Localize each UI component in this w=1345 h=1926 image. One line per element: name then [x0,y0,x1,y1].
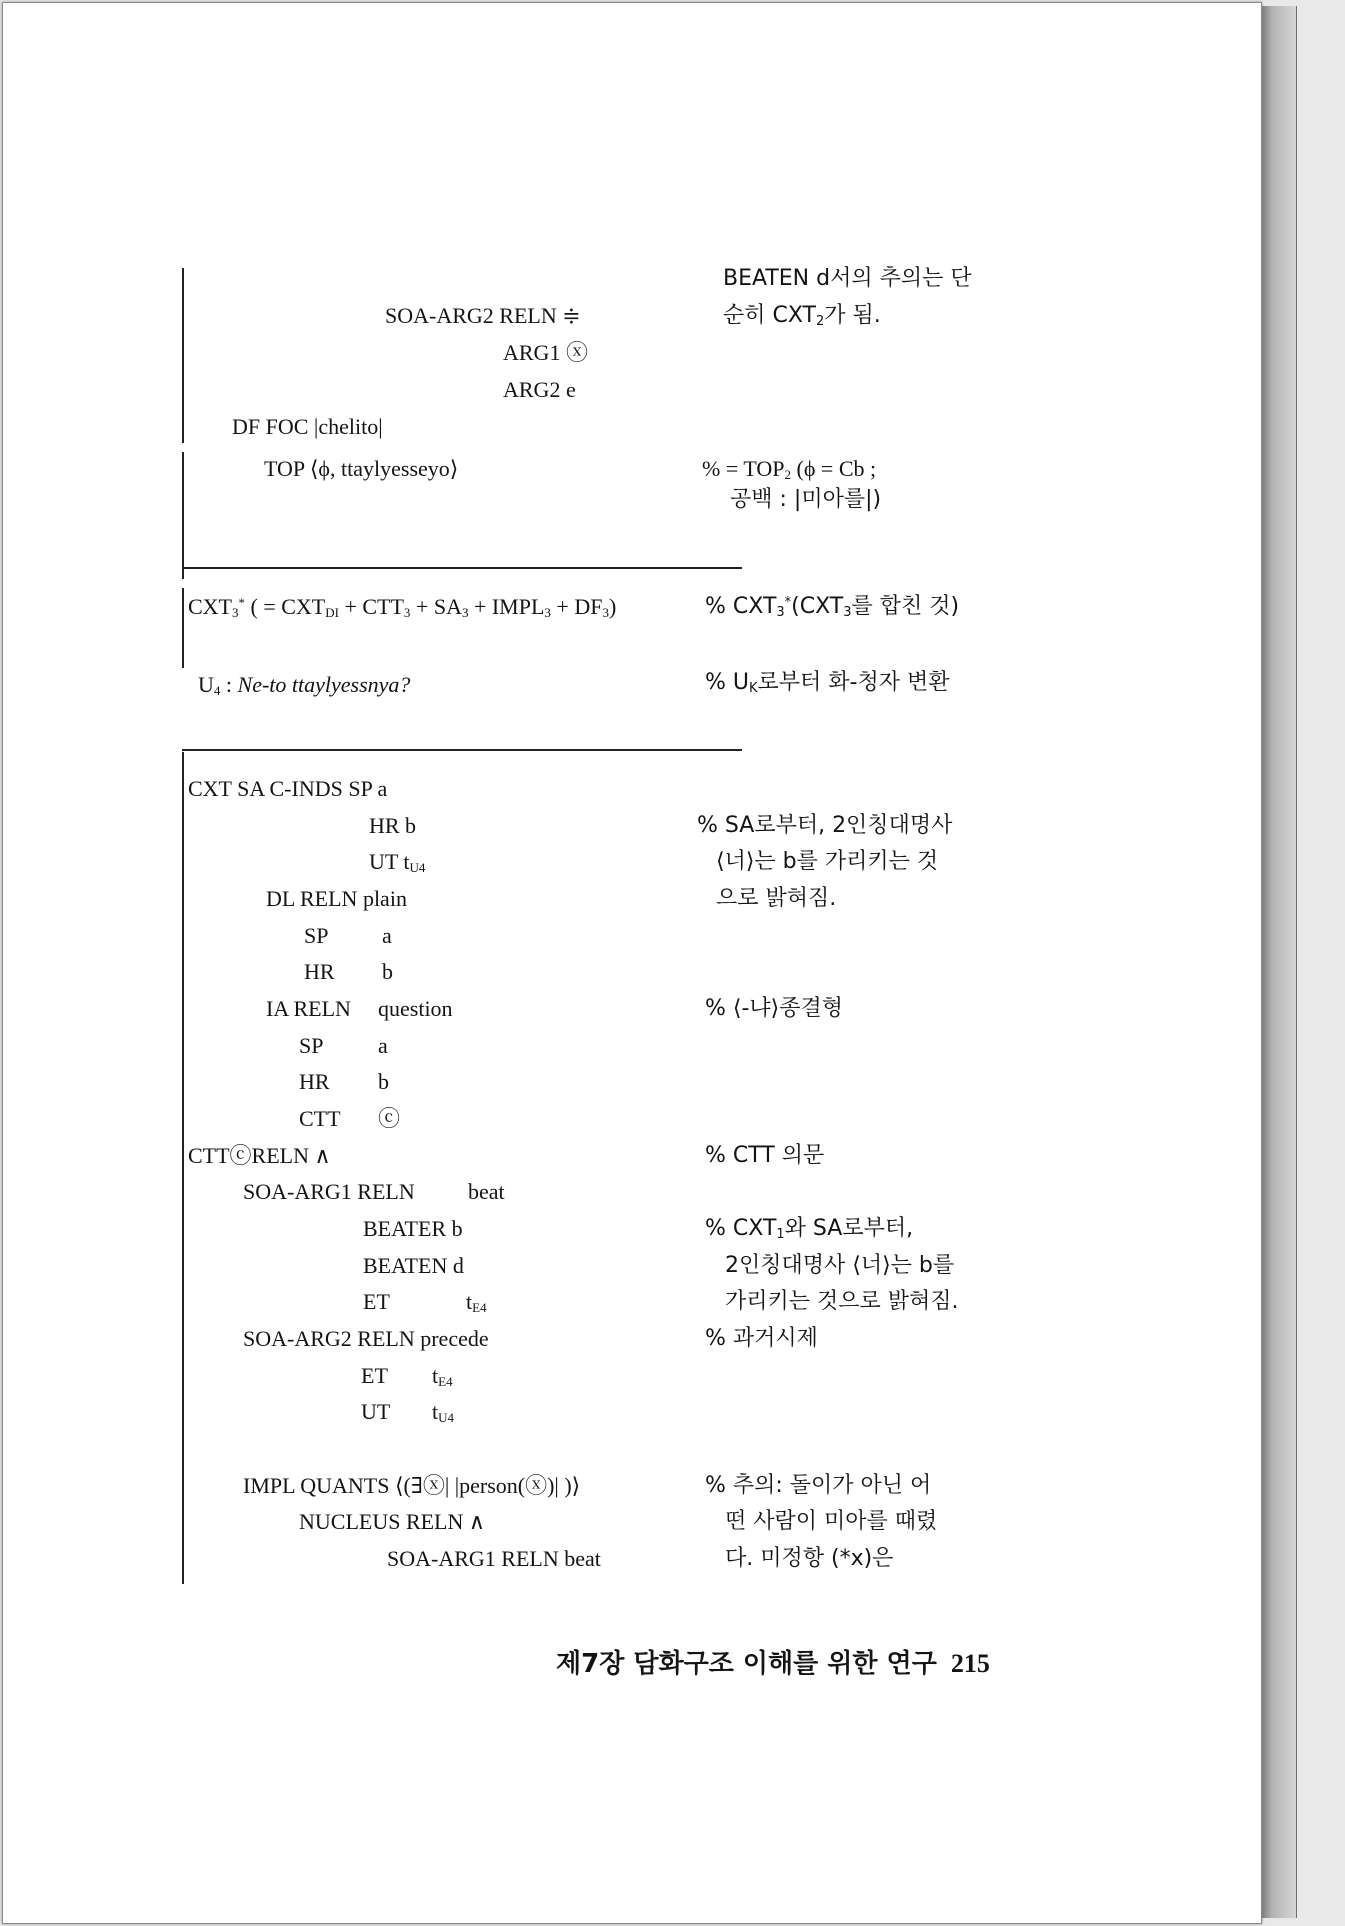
ia-reln-value: question [378,996,453,1021]
note-top-2: 공백 : |미아를|) [730,487,882,512]
ia-ctt-label: CTT [299,1106,341,1131]
ctt-reln-line: CTTⓒRELN ∧ [188,1143,331,1168]
note-cxt3: % $CXT_3^*(CXT_3$를 합친 것) [705,594,960,620]
ia-sp-value: a [378,1033,388,1058]
dl-hr-label: HR [304,959,335,984]
nucleus-line: NUCLEUS RELN ∧ [299,1509,485,1534]
bracket-line [182,588,184,668]
ut-line: UT $t_{U4}$ [369,849,426,875]
book-page [2,2,1262,1924]
hr-b-line: HR b [369,813,417,838]
et-value: $t_{E4}$ [466,1289,487,1315]
note-sa-2: ⟨너⟩는 b를 가리키는 것 [716,849,939,874]
dl-sp-value: a [382,923,392,948]
ia-sp-label: SP [299,1033,324,1058]
note-impl-2: 떤 사람이 미아를 때렸 [725,1509,938,1534]
note-sa-1: % SA로부터, 2인칭대명사 [697,813,953,838]
ia-hr-label: HR [299,1069,330,1094]
dl-reln-line: DL RELN plain [266,886,407,911]
arg2-line: ARG2 e [503,377,576,402]
ia-reln-label: IA RELN [266,996,351,1021]
note-sa-3: 으로 밝혀짐. [716,886,837,911]
dl-hr-value: b [382,959,393,984]
ut2-value: $t_{U4}$ [432,1399,455,1425]
et-label: ET [363,1289,390,1314]
cxt3-line: $CXT_3^*$ ( = $CXT_{DI} + CTT_3 + SA_3$ + $IMPL_3 + DF_3$) [188,594,617,620]
cxt-sa-line: CXT SA C-INDS SP a [188,776,388,801]
bracket-line [182,752,184,1584]
ia-ctt-value: ⓒ [378,1106,401,1131]
chapter-title: 제7장 담화구조 이해를 위한 연구 [556,1649,937,1679]
page-footer [556,1643,990,1680]
note-past: % 과거시제 [705,1326,818,1351]
note-beaten-2: 순히 $CXT_2$가 됨. [723,303,881,329]
ut2-label: UT [361,1399,391,1424]
df-foc-line: DF FOC |chelito| [232,414,383,439]
arg1-line: ARG1 ⓧ [503,340,588,365]
soa-arg1-label: SOA-ARG1 RELN [243,1179,415,1204]
page-number: 215 [950,1649,990,1678]
soa-arg2-precede-line: SOA-ARG2 RELN precede [243,1326,489,1351]
bracket-line [182,268,184,443]
utterance-line: $U_4$ : Ne-to ttaylyessnya? [198,672,411,698]
note-beaten-1: BEATEN d서의 추의는 단 [723,266,972,291]
note-impl-3: 다. 미정항 (*x)은 [725,1546,894,1571]
et2-value: $t_{E4}$ [432,1363,453,1389]
page-edge-shadow [1262,6,1297,1918]
note-cxt1-2: 2인칭대명사 ⟨너⟩는 b를 [725,1253,955,1278]
soa-arg2-line: SOA-ARG2 RELN ≑ [385,303,581,328]
note-top-1: % = $TOP_2$ (ϕ = Cb ; [702,456,877,482]
note-nya: % ⟨-냐⟩종결형 [705,996,844,1021]
beater-line: BEATER b [363,1216,463,1241]
top-line: TOP ⟨ϕ, ttaylyesseyo⟩ [264,456,459,481]
note-ctt: % CTT 의문 [705,1143,825,1168]
note-cxt1-3: 가리키는 것으로 밝혀짐. [725,1289,959,1314]
bracket-line [182,452,184,577]
beaten-line: BEATEN d [363,1253,464,1278]
note-impl-1: % 추의: 돌이가 아닌 어 [705,1473,932,1498]
et2-label: ET [361,1363,388,1388]
ia-hr-value: b [378,1069,389,1094]
note-cxt1-1: % $CXT_1$와 SA로부터, [705,1216,914,1242]
bracket-line [182,577,184,579]
soa-arg1-value: beat [468,1179,505,1204]
divider-rule [182,749,742,751]
soa-arg1-beat-line: SOA-ARG1 RELN beat [387,1546,601,1571]
note-utterance: % $U_K$로부터 화-청자 변환 [705,670,950,696]
divider-rule [182,567,742,569]
impl-quants-line: IMPL QUANTS ⟨(∃ⓧ| |person(ⓧ)| )⟩ [243,1473,581,1498]
dl-sp-label: SP [304,923,329,948]
